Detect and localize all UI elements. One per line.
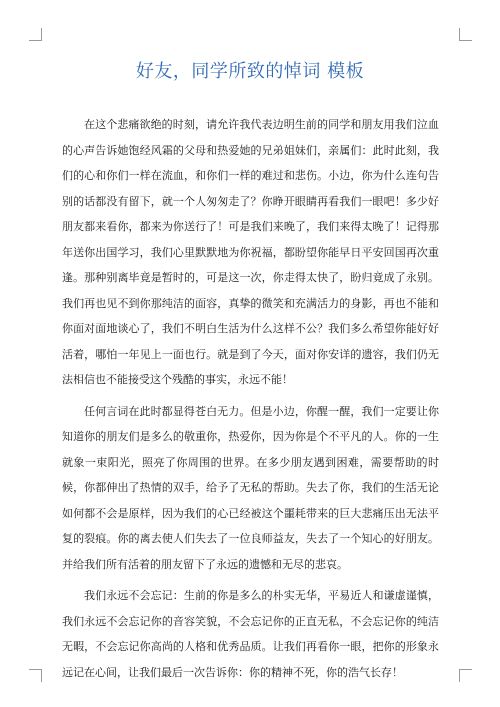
crop-mark-bottom-right (459, 669, 472, 682)
paragraph-1: 在这个悲痛欲绝的时刻，请允许我代表边明生前的同学和朋友用我们泣血的心声告诉她饱经风霜的父母和热爱她的兄弟姐妹们，亲属们：此时此刻，我们的心和你们一样在流血，和你们一样的难过和悲伤。小边，你为什么连句告别的话都没有留下，就一个人匆匆走了？你睁开眼睛再看我们一眼吧！多少好朋友都来看你，都来为你送行了！可是我们来晚了，我们来得太晚了！记得那年送你出国学习，我们心里默默地为你祝福，都盼望你能早日平安回国再次重逢。那种别离毕竟是暂时的，可是这一次，你走得太快了，盼归竟成了永别。我们再也见不到你那纯洁的面容，真挚的微笑和充满活力的身影，再也不能和你面对面地谈心了，我们不明白生活为什么这样不公？我们多么希望你能好好活着，哪怕一年见上一面也行。就是到了今天，面对你安详的遗容，我们仍无法相信也不能接受这个残酷的事实，永远不能！ (62, 118, 439, 386)
paragraph-3: 我们永远不会忘记：生前的你是多么的朴实无华，平易近人和谦虚谨慎，我们永远不会忘记你的音容笑貌，不会忘记你的正直无私，不会忘记你的纯洁无暇，不会忘记你高尚的人格和优秀品质。让我们再看你一眼，把你的形象永远记在心间，让我们最后一次告诉你：你的精神不死，你的浩气长存！ (62, 589, 439, 679)
document-body (62, 112, 439, 691)
paragraph-2: 任何言词在此时都显得苍白无力。但是小边，你醒一醒，我们一定要让你知道你的朋友们是多么的敬重你，热爱你，因为你是个不平凡的人。你的一生就象一束阳光，照亮了你周围的世界。在多少朋友遇到困难，需要帮助的时候，你都伸出了热情的双手，给予了无私的帮助。失去了你，我们的生活无论如何都不会是原样，因为我们的心已经被这个噩耗带来的巨大悲痛压出无法平复的裂痕。你的离去使人们失去了一位良师益友，失去了一个知心的好朋友。并给我们所有活着的朋友留下了永远的遗憾和无尽的悲哀。 (62, 404, 439, 571)
crop-mark-top-left (29, 28, 42, 41)
crop-mark-top-right (459, 28, 472, 41)
crop-mark-bottom-left (29, 669, 42, 682)
document-title: 好友，同学所致的悼词 模板 (135, 61, 365, 82)
